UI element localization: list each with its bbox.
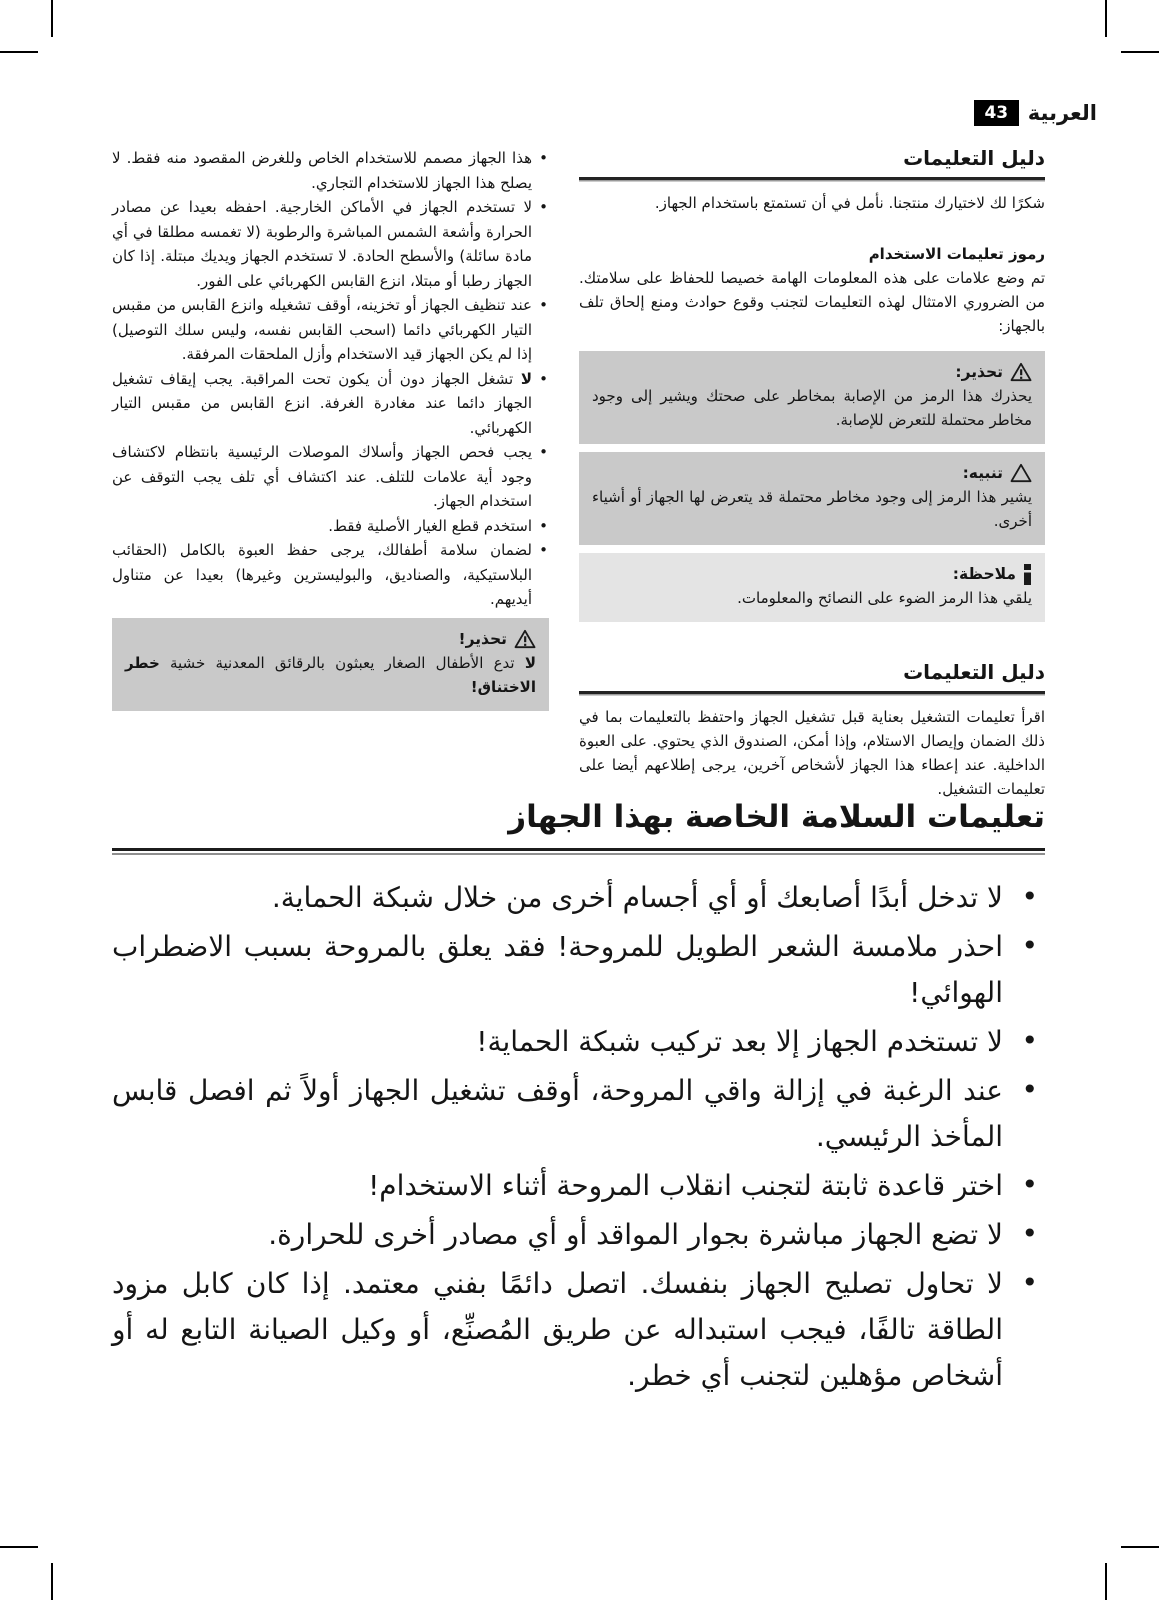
- crop-mark: [0, 51, 38, 53]
- general-safety-item: • يجب فحص الجهاز وأسلاك الموصلات الرئيسية بانتظام لاكتشاف وجود أية علامات للتلف. عند اكتشاف أي تلف يجب التوقف عن استخدام الجهاز.: [112, 440, 549, 514]
- foil-warning-title: تحذير!: [458, 629, 507, 648]
- warning-box-title: تحذير:: [955, 363, 1003, 381]
- device-safety-heading: تعليمات السلامة الخاصة بهذا الجهاز: [508, 799, 1045, 835]
- crop-mark: [1121, 1546, 1159, 1548]
- section-heading-instruction-guide-2: دليل التعليمات: [579, 660, 1045, 694]
- instruction-guide-paragraph: اقرأ تعليمات التشغيل بعناية قبل تشغيل الجهاز واحتفظ بالتعليمات بما في ذلك الضمان وإيصال الاستلام، وإذا أمكن، الصندوق الذي يحتوي. على العبوة الداخلية. عند إعطاء هذا الجهاز لأشخاص آخرين، يرجى إطلاعهم أيضا على تعليمات التشغيل.: [579, 708, 1045, 798]
- general-safety-item: • لا تشغل الجهاز دون أن يكون تحت المراقبة. يجب إيقاف تشغيل الجهاز دائما عند مغادرة الغرفة. انزع القابس من مقبس التيار الكهربائي.: [112, 367, 549, 441]
- general-safety-list: [112, 146, 549, 612]
- device-safety-item: • لا تستخدم الجهاز إلا بعد تركيب شبكة الحماية!: [112, 1019, 1045, 1065]
- device-safety-item: • احذر ملامسة الشعر الطويل للمروحة! فقد يعلق بالمروحة بسبب الاضطراب الهوائي!: [112, 924, 1045, 1016]
- crop-mark: [1105, 1563, 1107, 1600]
- symbols-subheading: رموز تعليمات الاستخدام: [868, 245, 1045, 263]
- general-safety-item: • استخدم قطع الغيار الأصلية فقط.: [112, 514, 549, 539]
- crop-mark: [0, 1546, 38, 1548]
- device-safety-section: [112, 797, 1045, 1402]
- symbols-paragraph: تم وضع علامات على هذه المعلومات الهامة خصيصا للحفاظ على سلامتك. من الضروري الامتثال لهذه التعليمات لتجنب وقوع حوادث ومنع إلحاق تلف بالجهاز:: [579, 269, 1045, 335]
- warning-triangle-icon: [1010, 362, 1032, 382]
- section-heading-instruction-guide: دليل التعليمات: [579, 146, 1045, 180]
- device-safety-item: • اختر قاعدة ثابتة لتجنب انقلاب المروحة أثناء الاستخدام!: [112, 1163, 1045, 1209]
- intro-paragraph: شكرًا لك لاختيارك منتجنا. نأمل في أن تستمتع باستخدام الجهاز.: [654, 194, 1045, 212]
- general-safety-item: • عند تنظيف الجهاز أو تخزينه، أوقف تشغيله وانزع القابس من مقبس التيار الكهربائي دائما (اسحب القابس نفسه، وليس سلك التوصيل) إذا لم يكن الجهاز قيد الاستخدام وأزل الملحقات المرفقة.: [112, 293, 549, 367]
- device-safety-item: • عند الرغبة في إزالة واقي المروحة، أوقف تشغيل الجهاز أولاً ثم افصل قابس المأخذ الرئيسي.: [112, 1068, 1045, 1160]
- device-safety-list: [112, 875, 1045, 1399]
- note-box-title: ملاحظة:: [952, 565, 1016, 583]
- note-box: [579, 553, 1045, 622]
- crop-mark: [51, 0, 53, 37]
- warning-box-body: يحذرك هذا الرمز من الإصابة بمخاطر على صحتك ويشير إلى وجود مخاطر محتملة للتعرض للإصابة.: [592, 387, 1032, 429]
- caution-box: [579, 452, 1045, 545]
- caution-box-title-row: [592, 461, 1032, 485]
- page-number-badge: 43: [974, 100, 1019, 126]
- page-header: [974, 100, 1097, 126]
- warning-box: [579, 351, 1045, 444]
- foil-warning-box: [112, 618, 549, 711]
- device-safety-item: • لا تضع الجهاز مباشرة بجوار المواقد أو أي مصادر أخرى للحرارة.: [112, 1212, 1045, 1258]
- column-left: [112, 146, 549, 801]
- foil-warning-body: لا تدع الأطفال الصغار يعبثون بالرقائق المعدنية خشية خطر الاختناق!: [125, 653, 536, 696]
- device-safety-item: • لا تدخل أبدًا أصابعك أو أي أجسام أخرى من خلال شبكة الحماية.: [112, 875, 1045, 921]
- general-safety-item: • لا تستخدم الجهاز في الأماكن الخارجية. احفظه بعيدا عن مصادر الحرارة وأشعة الشمس المباشرة والرطوبة (لا تغمسه مطلقا في أي مادة سائلة) والأسطح الحادة. لا تستخدم الجهاز ويديك مبتلة. إذا كان الجهاز رطبا أو مبتلا، انزع القابس الكهربائي على الفور.: [112, 195, 549, 293]
- instruction-guide-section-2: [579, 660, 1045, 801]
- device-safety-item: • لا تحاول تصليح الجهاز بنفسك. اتصل دائمًا بفني معتمد. إذا كان كابل مزود الطاقة تالفًا، فيجب استبداله عن طريق المُصنِّع، أو وكيل الصيانة التابع له أو أشخاص مؤهلين لتجنب أي خطر.: [112, 1261, 1045, 1399]
- general-safety-item: • هذا الجهاز مصمم للاستخدام الخاص وللغرض المقصود منه فقط. لا يصلح هذا الجهاز للاستخدام التجاري.: [112, 146, 549, 195]
- foil-warning-title-row: [125, 627, 536, 651]
- crop-mark: [1105, 0, 1107, 37]
- general-safety-item: • لضمان سلامة أطفالك، يرجى حفظ العبوة بالكامل (الحقائب البلاستيكية، والصناديق، والبوليسترين وغيرها) بعيدا عن متناول أيديهم.: [112, 538, 549, 612]
- caution-box-body: يشير هذا الرمز إلى وجود مخاطر محتملة قد يتعرض لها الجهاز أو أشياء أخرى.: [592, 488, 1032, 530]
- column-right: [579, 146, 1045, 801]
- content-columns: [112, 146, 1045, 801]
- warning-triangle-icon: [514, 629, 536, 649]
- note-box-body: يلقي هذا الرمز الضوء على النصائح والمعلومات.: [737, 589, 1032, 607]
- caution-triangle-icon: [1010, 463, 1032, 483]
- crop-mark: [1121, 51, 1159, 53]
- language-label: العربية: [1027, 101, 1097, 125]
- heading-rule: [112, 848, 1045, 855]
- note-box-title-row: [592, 562, 1032, 586]
- warning-box-title-row: [592, 360, 1032, 384]
- crop-mark: [51, 1563, 53, 1600]
- caution-box-title: تنبيه:: [962, 464, 1003, 482]
- info-icon: [1023, 564, 1032, 585]
